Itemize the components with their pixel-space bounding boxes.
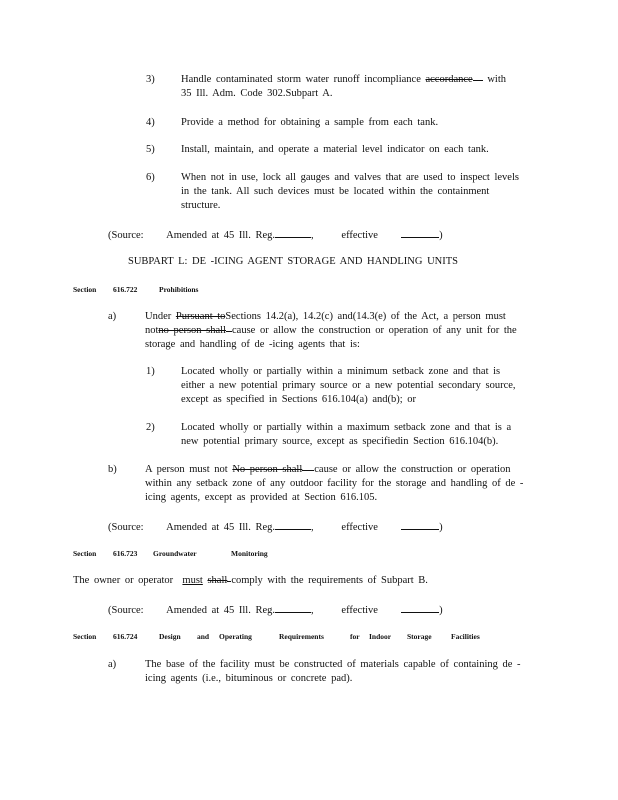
s724-a-line-1: The base of the facility must be constructed of materials capable of containing de - [145, 659, 521, 670]
s724-a-line-2: icing agents (i.e., bituminous or concrete pad). [145, 673, 353, 684]
s722-b-line-3: icing agents, except as provided at Section 616.105. [145, 492, 378, 503]
s722-a-1-number: 1) [146, 366, 155, 377]
s722-a-2-line-1: Located wholly or partially within a maximum setback zone and that is a [181, 422, 512, 433]
item-3-line-1: Handle contaminated storm water runoff incompliance accordance with [181, 74, 506, 85]
s722-a-1-line-2: either a new potential primary source or a new potential secondary source, [181, 380, 516, 391]
source-note: (Source: Amended at 45 Ill. Reg. , effective ) [108, 519, 443, 535]
s722-a-line-1: Under Pursuant toSections 14.2(a), 14.2(c) and(14.3(e) of the Act, a person must [145, 311, 506, 322]
s722-a-line-3: storage and handling of de -icing agents that is: [145, 339, 360, 350]
item-3-number: 3) [146, 74, 155, 85]
source-note: (Source: Amended at 45 Ill. Reg. , effective ) [108, 602, 443, 618]
item-5-number: 5) [146, 144, 155, 155]
source-note: (Source: Amended at 45 Ill. Reg. , effective ) [108, 227, 443, 243]
s722-b-line-1: A person must not No person shall cause or allow the construction or operation [145, 464, 511, 475]
struck-text: accordance [425, 74, 473, 85]
s722-b-label: b) [108, 464, 117, 475]
s722-a-2-line-2: new potential primary source, except as specifiedin Section 616.104(b). [181, 436, 499, 447]
item-4-number: 4) [146, 117, 155, 128]
subpart-title: SUBPART L: DE -ICING AGENT STORAGE AND HANDLING UNITS [128, 256, 458, 267]
item-5-line-1: Install, maintain, and operate a material level indicator on each tank. [181, 144, 489, 155]
item-6-line-1: When not in use, lock all gauges and valves that are used to inspect levels [181, 172, 519, 183]
s724-a-label: a) [108, 659, 117, 670]
s723-paragraph: The owner or operator must shall comply with the requirements of Subpart B. [73, 575, 428, 586]
item-4-line-1: Provide a method for obtaining a sample from each tank. [181, 117, 439, 128]
s722-a-2-number: 2) [146, 422, 155, 433]
item-6-line-3: structure. [181, 200, 221, 211]
item-3-line-2: 35 Ill. Adm. Code 302.Subpart A. [181, 88, 333, 99]
s722-a-1-line-1: Located wholly or partially within a minimum setback zone and that is [181, 366, 501, 377]
item-6-line-2: in the tank. All such devices must be located within the containment [181, 186, 490, 197]
s722-b-line-2: within any setback zone of any outdoor facility for the storage and handling of de - [145, 478, 524, 489]
item-6-number: 6) [146, 172, 155, 183]
s722-a-1-line-3: except as specified in Sections 616.104(a) and(b); or [181, 394, 417, 405]
s722-a-line-2: notno person shall cause or allow the construction or operation of any unit for the [145, 325, 517, 336]
s722-a-label: a) [108, 311, 117, 322]
